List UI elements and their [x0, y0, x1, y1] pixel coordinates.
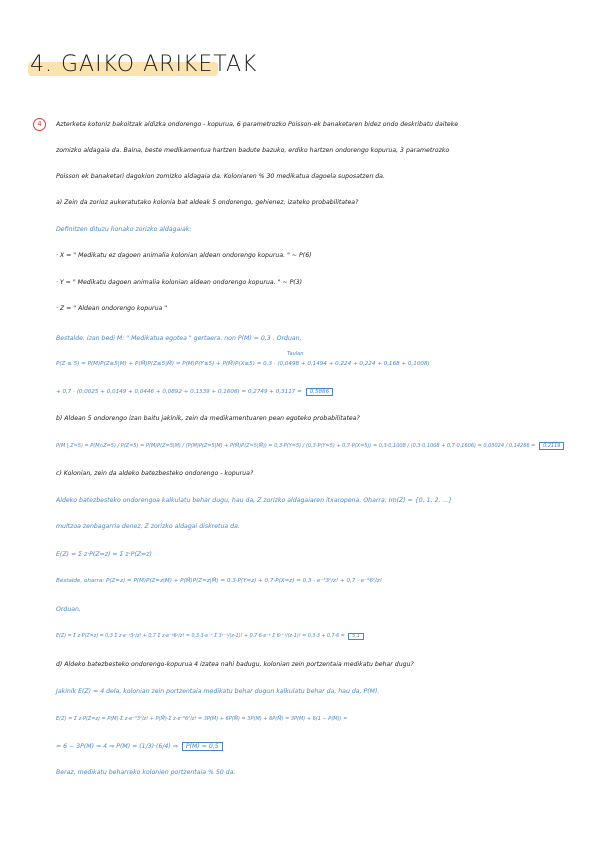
answer-c-box: 5,1: [348, 633, 364, 640]
d-equation-2-text: = 6 − 3P(M) = 4 ⇒ P(M) = (1/3)·(6/4) ⇒: [56, 743, 178, 750]
question-d: d) Aldeko batezbesteko ondorengo-kopurua 4 izatea nahi badugu, kolonian zein portzentaia medikatu behar dugu?: [56, 661, 414, 668]
equation-b-text: P(M | Z=5) = P(M∩Z=5) / P(Z=5) = P(M)P(Z=5|M) / (P(M)P(Z=5|M) + P(M̄)P(Z=5|M̄)) = 0,3·P(Y=5) / (0,3·P(Y=5) + 0,7·P(X=5)) = 0,3·0,1008 / (0,3·0,1008 + 0,7·0,1606) = 0,03024 / 0,14266 =: [56, 443, 536, 449]
c-equation-2: Bestalde, oharra: P(Z=z) = P(M)P(Z=z|M) + P(M̄)P(Z=z|M̄) = 0,3·P(Y=z) + 0,7·P(X=z) = 0,3 · e⁻³3ᶻ/z! + 0,7 · e⁻⁶6ᶻ/z!: [56, 578, 382, 584]
definitions-intro: Definitzen dituzu honako zorizko aldagaiak:: [56, 226, 192, 233]
equation-a-2: [56, 388, 333, 396]
table-note: Taulan: [287, 351, 304, 357]
definition-z: · Z = " Aldean ondorengo kopurua ": [56, 305, 168, 312]
d-equation-1: E(Z) = Σ z·P(Z=z) = P(M)·Σ z·e⁻³3ᶻ/z! + P(M̄)·Σ z·e⁻⁶6ᶻ/z! = 3P(M) + 6P(M̄) = 3P(M) + 6P(M̄) = 3P(M) + 6(1 − P(M)) =: [56, 716, 348, 722]
c-equation-1: E(Z) = Σ z·P(Z=z) = Σ z·P(Z=z): [56, 551, 152, 558]
paragraph-line-2: zomizko aldagaia da. Baina, beste medikamentua hartzen badute bazuko, erdiko hartzen ondorengo kopurua, 3 parametrozko: [56, 147, 450, 154]
equation-a-2-text: + 0,7 · (0,0025 + 0,0149 + 0,0446 + 0,0892 + 0,1339 + 0,1606) = 0,2749 + 0,3117 =: [56, 389, 302, 395]
equation-a-1: P(Z ≤ 5) = P(M)P(Z≤5|M) + P(M̄)P(Z≤5|M̄) = P(M)P(Y≤5) + P(M̄)P(X≤5) = 0,3 · (0,0498 + 0,1494 + 0,224 + 0,224 + 0,168 + 0,1008): [56, 361, 430, 367]
final-conclusion: Beraz, medikatu beharreko kolonien portzentaia % 50 da.: [56, 769, 236, 776]
c-equation-3: [56, 633, 364, 640]
question-a: a) Zein da zorioz aukeratutako kolonia bat aldeak 5 ondorengo, gehienez, izateko probabilitatea?: [56, 199, 359, 206]
definition-y: · Y = " Medikatu dagoen animalia kolonian aldean ondorengo kopurua. " ~ P(3): [56, 279, 303, 286]
question-b: b) Aldean 5 ondorengo izan baitu jakinik, zein da medikamentuaren pean egoteko probabilitatea?: [56, 415, 360, 422]
c-text-1: Aldeko batezbesteko ondorengoa kalkulatu behar dugu, hau da, Z zorizko aldagaiaren itxaropena. Oharra: Im(Z) = {0, 1, 2, ...}: [56, 497, 453, 504]
orduan-label: Orduan,: [56, 606, 81, 613]
problem-number-badge: 4: [33, 118, 46, 131]
bestalde-line: Bestalde, izan bedi M: " Medikatua egotea " gertaera. non P(M) = 0,3 . Orduan,: [56, 335, 302, 342]
answer-d-box: P(M) = 0,5: [182, 742, 223, 751]
equation-b: [56, 442, 564, 450]
question-c: c) Kolonian, zein da aldeko batezbesteko ondorengo - kopurua?: [56, 470, 254, 477]
definition-x: · X = " Medikatu ez dagoen animalia kolonian aldean ondorengo kopurua. " ~ P(6): [56, 252, 312, 259]
paragraph-line-3: Poisson ek banaketari dagokion zomizko aldagaia da. Koloniaren % 30 medikatua dagoela suposatzen da.: [56, 173, 385, 180]
d-text: Jakinik E(Z) = 4 dela, kolonian zein portzentaia medikatu behar dugun kalkulatu behar da, hau da, P(M).: [56, 688, 380, 695]
answer-a-box: 0,5866: [306, 388, 334, 396]
answer-b-box: 0,2119: [539, 442, 565, 450]
c-equation-3-text: E(Z) = Σ z·P(Z=z) = 0,3 Σ z·e⁻³3ᶻ/z! + 0,7 Σ z·e⁻⁶6ᶻ/z! = 0,3·3·e⁻³ Σ 3ᶻ⁻¹/(z-1)! + 0,7·6·e⁻⁶ Σ 6ᶻ⁻¹/(z-1)! = 0,3·3 + 0,7·6 =: [56, 634, 345, 639]
page-title: 4. GAIKO ARIKETAK: [30, 52, 258, 77]
title-block: [30, 52, 257, 77]
d-equation-2: [56, 742, 223, 751]
paragraph-line-1: Azterketa kotoniz bakoitzak aldizka ondorengo - kopurua, 6 parametrozko Poisson-ek banaketaren bidez ondo deskribatu daiteke: [56, 121, 459, 128]
c-text-2: multzoa zenbagarria denez, Z zorizko aldagai diskretua da.: [56, 523, 240, 530]
